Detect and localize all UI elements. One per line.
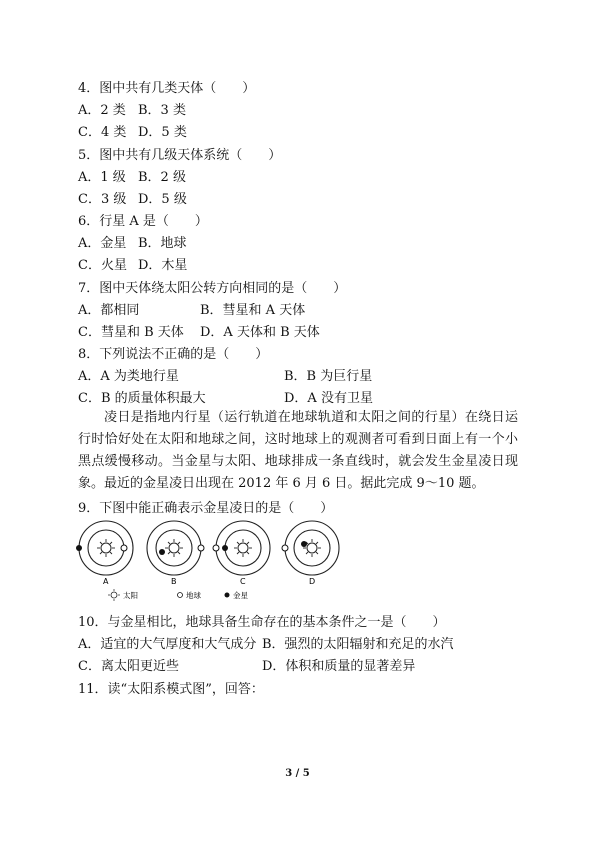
q5-option-a: A．1 级 [78,170,126,185]
legend-sun-label: 太阳 [123,591,138,600]
q5-option-d: D．5 级 [138,192,187,207]
q10-option-b: B．强烈的太阳辐射和充足的水汽 [262,637,454,652]
diagram-c [213,521,270,586]
earth-dot [282,545,288,551]
q6-option-d: D．木星 [138,258,188,273]
earth-legend-icon [178,593,183,598]
q11-stem: 11．读“太阳系模式图”，回答： [78,682,264,697]
venus-legend-icon [225,593,230,598]
venus-transit-figure [70,520,355,602]
q7-option-a: A．都相同 [78,303,140,318]
q7-option-d: D．A 天体和 B 天体 [200,325,320,340]
q4-option-a: A．2 类 [78,103,126,118]
q6-stem: 6．行星 A 是（ ） [78,214,208,229]
q8-option-d: D．A 没有卫星 [284,391,373,406]
q5-stem: 5．图中共有几级天体系统（ ） [78,148,282,163]
q8-option-c: C．B 的质量体积最大 [78,391,206,406]
q6-option-b: B．地球 [138,236,187,251]
venus-dot [159,549,165,555]
earth-dot [213,545,219,551]
q8-option-b: B．B 为巨行星 [284,369,373,384]
q7-option-b: B．彗星和 A 天体 [200,303,306,318]
passage-text: 凌日是指地内行星（运行轨道在地球轨道和太阳之间的行星）在绕日运行时恰好处在太阳和地球之间，这时地球上的观测者可看到日面上有一个小黑点缓慢移动。当金星与太阳、地球排成一条直线时，就会发生金星凌日现象。最近的金星凌日出现在 2012 年 6 月 6 日。据此完成 9～10 题。 [78,410,518,491]
venus-dot [76,545,82,551]
sun-icon [97,539,115,557]
q8-stem: 8．下列说法不正确的是（ ） [78,347,269,362]
q8-option-a: A．A 为类地行星 [78,369,179,384]
q10-option-d: D．体积和质量的显著差异 [262,659,416,674]
venus-dot [222,545,228,551]
diagram-label-d: D [309,577,316,586]
earth-dot [198,545,204,551]
q4-option-c: C．4 类 [78,125,127,140]
q6-option-a: A．金星 [78,236,127,251]
legend-venus-label: 金星 [233,591,248,600]
diagram-a [76,521,133,586]
q5-option-b: B．2 级 [138,170,186,185]
diagram-label-c: C [240,577,246,586]
q4-stem: 4．图中共有几类天体（ ） [78,81,256,96]
diagram-label-a: A [103,577,109,586]
diagram-b [147,521,204,586]
legend-earth-label: 地球 [186,591,201,600]
earth-dot [121,545,127,551]
q4-option-b: B．3 类 [138,103,186,118]
q5-option-c: C．3 级 [78,192,127,207]
venus-dot [301,541,307,547]
q10-option-c: C．离太阳更近些 [78,659,179,674]
figure-legend [108,589,248,601]
q7-stem: 7．图中天体绕太阳公转方向相同的是（ ） [78,281,347,296]
q7-option-c: C．彗星和 B 天体 [78,325,184,340]
diagram-label-b: B [171,577,177,586]
diagram-d [282,521,339,586]
q10-stem: 10．与金星相比，地球具备生命存在的基本条件之一是（ ） [78,615,446,630]
sun-icon [165,539,183,557]
q10-option-a: A．适宜的大气厚度和大气成分 [78,637,257,652]
q6-option-c: C．火星 [78,258,127,273]
page-number: 3 / 5 [285,768,310,779]
sun-icon [234,539,252,557]
sun-icon [108,589,120,601]
q4-option-d: D．5 类 [138,125,187,140]
q9-stem: 9．下图中能正确表示金星凌日的是（ ） [78,501,334,516]
